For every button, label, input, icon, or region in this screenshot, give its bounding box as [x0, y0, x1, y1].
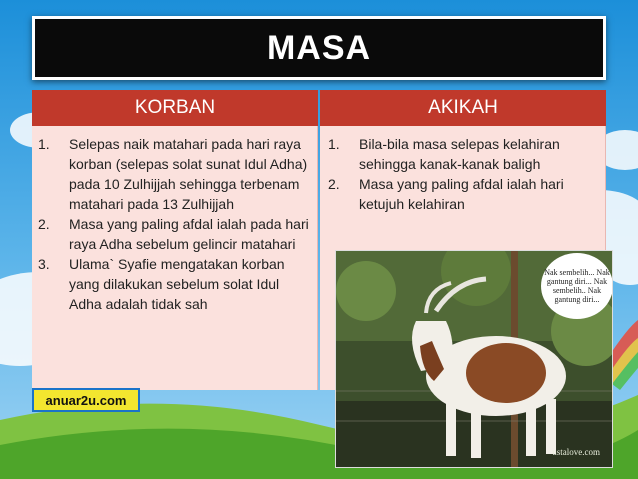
- item-text: Ulama` Syafie mengatakan korban yang dilakukan sebelum solat Idul Adha adalah tidak sah: [69, 256, 285, 312]
- goat-photo: [335, 250, 613, 468]
- list-item: [328, 174, 600, 214]
- list-item: [38, 214, 314, 254]
- korban-list: [38, 134, 314, 314]
- column-header-akikah: AKIKAH: [320, 90, 606, 126]
- item-number: 2.: [328, 176, 340, 192]
- item-number: 1.: [328, 136, 340, 152]
- site-badge: anuar2u.com: [32, 388, 140, 412]
- list-item: [38, 134, 314, 214]
- item-number: 1.: [38, 136, 50, 152]
- column-header-korban: KORBAN: [32, 90, 318, 126]
- photo-credit: ustalove.com: [552, 447, 600, 457]
- item-text: Masa yang paling afdal ialah hari ketujuh kelahiran: [359, 176, 564, 212]
- item-number: 3.: [38, 256, 50, 272]
- item-text: Masa yang paling afdal ialah pada hari raya Adha sebelum gelincir matahari: [69, 216, 309, 252]
- item-text: Selepas naik matahari pada hari raya korban (selepas solat sunat Idul Adha) pada 10 Zulhijjah sehingga terbenam matahari pada 13 Zulhijjah: [69, 136, 308, 212]
- list-item: [38, 254, 314, 314]
- list-item: [328, 134, 600, 174]
- akikah-list: [328, 134, 600, 214]
- korban-cell: [32, 126, 318, 390]
- slide-title: MASA: [266, 28, 372, 67]
- item-number: 2.: [38, 216, 50, 232]
- item-text: Bila-bila masa selepas kelahiran sehingga kanak-kanak baligh: [359, 136, 560, 172]
- speech-bubble: Nak sembelih... Nak gantung diri... Nak sembelih.. Nak gantung diri...: [541, 253, 613, 319]
- slide-title-bar: [32, 16, 606, 80]
